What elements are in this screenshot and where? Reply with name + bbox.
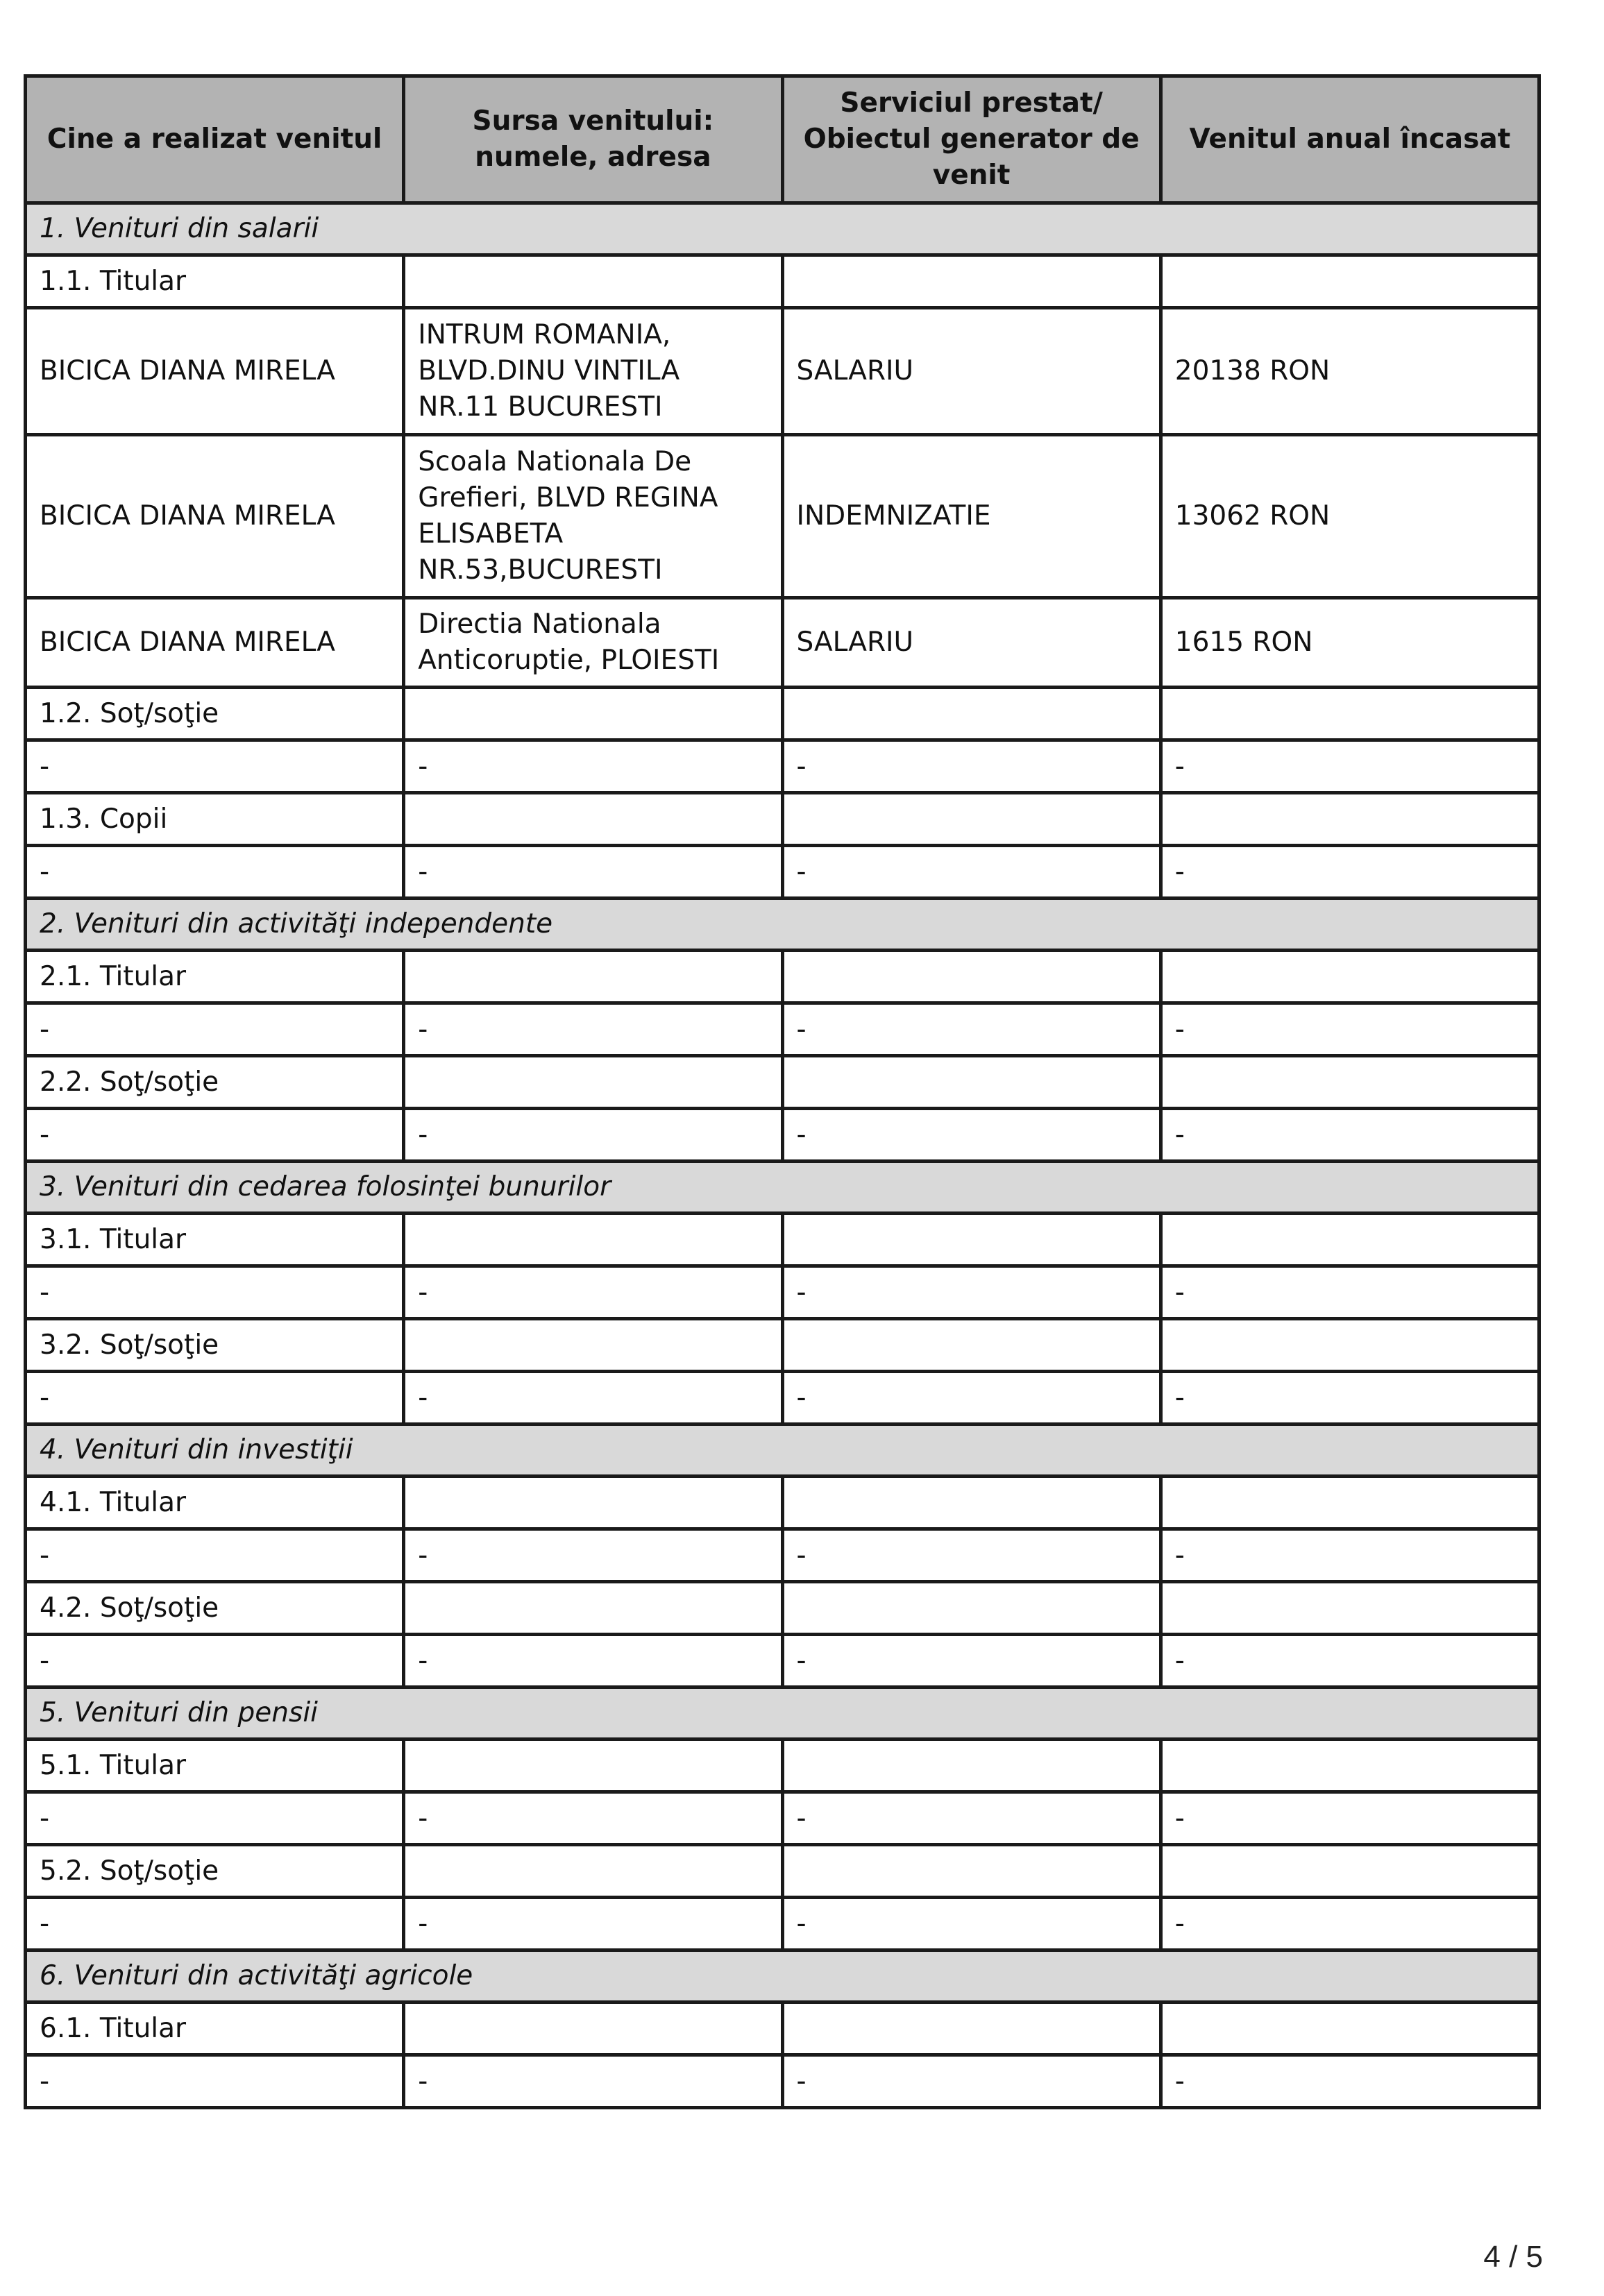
source-cell: - [404, 1635, 782, 1687]
section-label: 3. Venituri din cedarea folosinţei bunurilor [26, 1162, 1539, 1214]
table-row [26, 1792, 1539, 1845]
table-row [26, 1529, 1539, 1582]
source-cell: INTRUM ROMANIA, BLVD.DINU VINTILA NR.11 BUCURESTI [404, 308, 782, 435]
earner-cell: 6.1. Titular [26, 2002, 404, 2055]
service-cell: - [782, 1266, 1160, 1319]
service-cell [782, 1056, 1160, 1109]
earner-cell: - [26, 1635, 404, 1687]
service-cell [782, 793, 1160, 846]
income-cell: - [1160, 1003, 1539, 1056]
income-table [24, 74, 1541, 2109]
earner-cell: - [26, 846, 404, 899]
table-row [26, 598, 1539, 688]
source-cell [404, 951, 782, 1003]
income-cell: - [1160, 1898, 1539, 1950]
source-cell [404, 2002, 782, 2055]
income-cell [1160, 1477, 1539, 1529]
table-row [26, 255, 1539, 308]
income-cell [1160, 688, 1539, 740]
income-cell [1160, 2002, 1539, 2055]
income-cell: - [1160, 2055, 1539, 2108]
earner-cell: 3.1. Titular [26, 1214, 404, 1266]
table-row [26, 2055, 1539, 2108]
table-row [26, 1845, 1539, 1898]
source-cell: - [404, 846, 782, 899]
header-annual-income: Venitul anual încasat [1160, 76, 1539, 203]
service-cell [782, 951, 1160, 1003]
earner-cell: 1.1. Titular [26, 255, 404, 308]
section-label: 2. Venituri din activităţi independente [26, 899, 1539, 951]
table-body [26, 203, 1539, 2108]
section-row [26, 1950, 1539, 2002]
earner-cell: - [26, 2055, 404, 2108]
earner-cell: - [26, 740, 404, 793]
income-cell: - [1160, 1792, 1539, 1845]
income-cell: - [1160, 846, 1539, 899]
table-row [26, 1740, 1539, 1792]
earner-cell: 1.3. Copii [26, 793, 404, 846]
service-cell: - [782, 740, 1160, 793]
source-cell [404, 1319, 782, 1372]
service-cell [782, 1845, 1160, 1898]
table-row [26, 1214, 1539, 1266]
service-cell: - [782, 1109, 1160, 1162]
service-cell: - [782, 1898, 1160, 1950]
income-cell [1160, 1845, 1539, 1898]
earner-cell: 3.2. Soţ/soţie [26, 1319, 404, 1372]
earner-cell: 2.2. Soţ/soţie [26, 1056, 404, 1109]
service-cell [782, 1319, 1160, 1372]
service-cell: - [782, 1635, 1160, 1687]
source-cell: - [404, 1372, 782, 1425]
header-source: Sursa venitului: numele, adresa [404, 76, 782, 203]
service-cell: SALARIU [782, 308, 1160, 435]
table-row [26, 951, 1539, 1003]
table-row [26, 846, 1539, 899]
service-cell: - [782, 1529, 1160, 1582]
source-cell: - [404, 1003, 782, 1056]
income-cell [1160, 1740, 1539, 1792]
income-cell: - [1160, 1372, 1539, 1425]
earner-cell: BICICA DIANA MIRELA [26, 598, 404, 688]
table-row [26, 1003, 1539, 1056]
earner-cell: - [26, 1898, 404, 1950]
table-row [26, 1582, 1539, 1635]
table-row [26, 2002, 1539, 2055]
source-cell [404, 1477, 782, 1529]
table-row [26, 1477, 1539, 1529]
income-cell: 13062 RON [1160, 435, 1539, 598]
source-cell: - [404, 1792, 782, 1845]
source-cell [404, 1740, 782, 1792]
table-row [26, 1056, 1539, 1109]
service-cell [782, 255, 1160, 308]
section-label: 6. Venituri din activităţi agricole [26, 1950, 1539, 2002]
source-cell: - [404, 1266, 782, 1319]
income-cell: 1615 RON [1160, 598, 1539, 688]
service-cell: - [782, 2055, 1160, 2108]
table-row [26, 1109, 1539, 1162]
service-cell: - [782, 1372, 1160, 1425]
table-row [26, 1319, 1539, 1372]
service-cell: - [782, 1003, 1160, 1056]
income-cell: - [1160, 1529, 1539, 1582]
income-cell [1160, 1319, 1539, 1372]
table-row [26, 740, 1539, 793]
service-cell [782, 1582, 1160, 1635]
service-cell: - [782, 846, 1160, 899]
table-row [26, 1898, 1539, 1950]
section-label: 5. Venituri din pensii [26, 1687, 1539, 1740]
earner-cell: - [26, 1266, 404, 1319]
source-cell: - [404, 1898, 782, 1950]
earner-cell: BICICA DIANA MIRELA [26, 308, 404, 435]
earner-cell: - [26, 1003, 404, 1056]
earner-cell: - [26, 1109, 404, 1162]
source-cell: - [404, 1109, 782, 1162]
service-cell [782, 2002, 1160, 2055]
table-row [26, 435, 1539, 598]
section-row [26, 1687, 1539, 1740]
source-cell: Scoala Nationala De Grefieri, BLVD REGINA ELISABETA NR.53,BUCURESTI [404, 435, 782, 598]
source-cell [404, 1056, 782, 1109]
earner-cell: - [26, 1792, 404, 1845]
income-cell [1160, 1214, 1539, 1266]
section-row [26, 203, 1539, 255]
income-cell [1160, 1582, 1539, 1635]
table-row [26, 793, 1539, 846]
header-service: Serviciul prestat/ Obiectul generator de venit [782, 76, 1160, 203]
section-row [26, 1162, 1539, 1214]
page-number: 4 / 5 [1483, 2240, 1543, 2274]
source-cell [404, 1582, 782, 1635]
income-cell [1160, 1056, 1539, 1109]
section-label: 4. Venituri din investiţii [26, 1425, 1539, 1477]
source-cell: Directia Nationala Anticoruptie, PLOIESTI [404, 598, 782, 688]
income-cell [1160, 793, 1539, 846]
earner-cell: 5.1. Titular [26, 1740, 404, 1792]
section-row [26, 1425, 1539, 1477]
table-header-row [26, 76, 1539, 203]
income-cell [1160, 255, 1539, 308]
table-row [26, 1372, 1539, 1425]
income-cell: - [1160, 1635, 1539, 1687]
income-cell: - [1160, 1266, 1539, 1319]
earner-cell: - [26, 1529, 404, 1582]
source-cell [404, 1845, 782, 1898]
earner-cell: - [26, 1372, 404, 1425]
earner-cell: BICICA DIANA MIRELA [26, 435, 404, 598]
table-row [26, 308, 1539, 435]
source-cell [404, 793, 782, 846]
income-cell [1160, 951, 1539, 1003]
income-cell: - [1160, 1109, 1539, 1162]
table-row [26, 1266, 1539, 1319]
service-cell [782, 1477, 1160, 1529]
earner-cell: 4.2. Soţ/soţie [26, 1582, 404, 1635]
service-cell [782, 1740, 1160, 1792]
table-row [26, 688, 1539, 740]
income-cell: 20138 RON [1160, 308, 1539, 435]
header-earner: Cine a realizat venitul [26, 76, 404, 203]
section-label: 1. Venituri din salarii [26, 203, 1539, 255]
service-cell: SALARIU [782, 598, 1160, 688]
source-cell [404, 255, 782, 308]
service-cell: - [782, 1792, 1160, 1845]
service-cell: INDEMNIZATIE [782, 435, 1160, 598]
earner-cell: 2.1. Titular [26, 951, 404, 1003]
service-cell [782, 1214, 1160, 1266]
source-cell [404, 688, 782, 740]
section-row [26, 899, 1539, 951]
service-cell [782, 688, 1160, 740]
earner-cell: 1.2. Soţ/soţie [26, 688, 404, 740]
earner-cell: 5.2. Soţ/soţie [26, 1845, 404, 1898]
earner-cell: 4.1. Titular [26, 1477, 404, 1529]
source-cell: - [404, 740, 782, 793]
source-cell [404, 1214, 782, 1266]
source-cell: - [404, 2055, 782, 2108]
source-cell: - [404, 1529, 782, 1582]
income-cell: - [1160, 740, 1539, 793]
table-row [26, 1635, 1539, 1687]
